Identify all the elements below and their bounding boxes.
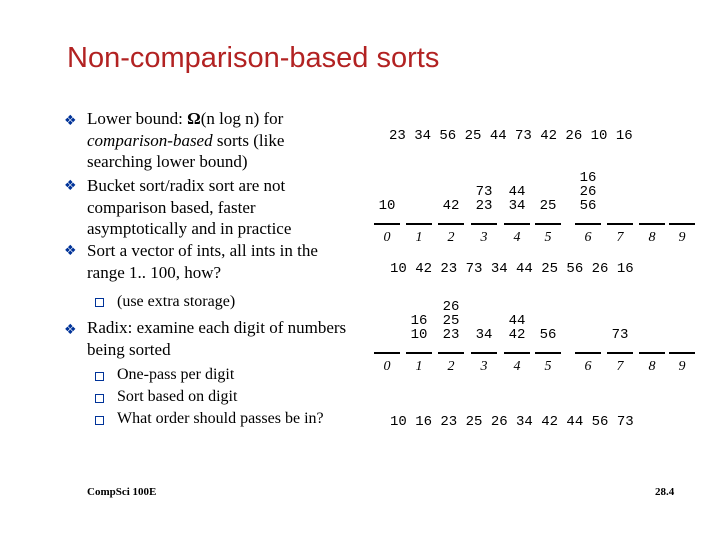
bullet-lower-bound	[87, 108, 352, 173]
bucket-value: 34	[508, 198, 526, 214]
bullet-radix: Radix: examine each digit of numbers being sorted	[87, 318, 347, 359]
radix-input-sequence: 23 34 56 25 44 73 42 26 10 16	[389, 128, 633, 144]
bucket-value: 23	[475, 198, 493, 214]
sub-bullet-sort-digit: Sort based on digit	[117, 388, 238, 405]
sub-bullet-square-icon	[95, 394, 104, 403]
sub-bullet-extra-storage: (use extra storage)	[117, 293, 236, 310]
sub-bullet-square-icon	[95, 416, 104, 425]
bucket-digit-label: 9	[678, 359, 686, 374]
bucket-line	[504, 352, 530, 354]
bucket-digit-label: 2	[447, 230, 455, 245]
bucket-digit-label: 1	[415, 359, 423, 374]
bucket-value: 44	[508, 313, 526, 329]
bucket-digit-label: 3	[480, 359, 488, 374]
bucket-line	[438, 223, 464, 225]
bucket-value: 25	[539, 198, 557, 214]
bucket-line	[374, 223, 400, 225]
bullet-lower-bound-text: (n log n) for	[200, 109, 284, 128]
sub-bullet-square-icon	[95, 298, 104, 307]
bucket-digit-label: 7	[616, 359, 624, 374]
bucket-line	[374, 352, 400, 354]
bucket-line	[471, 352, 497, 354]
bucket-line	[575, 223, 601, 225]
bullet-bucket-sort: Bucket sort/radix sort are not comparison based, faster asymptotically and in practice	[87, 176, 292, 238]
bucket-value: 26	[442, 299, 460, 315]
bucket-line	[471, 223, 497, 225]
bucket-line	[406, 223, 432, 225]
bucket-value: 10	[378, 198, 396, 214]
bucket-value: 73	[475, 184, 493, 200]
bucket-line	[575, 352, 601, 354]
bucket-line	[669, 223, 695, 225]
bucket-line	[406, 352, 432, 354]
radix-after-pass1: 10 42 23 73 34 44 25 56 26 16	[390, 261, 634, 277]
bucket-digit-label: 1	[415, 230, 423, 245]
bucket-digit-label: 4	[513, 230, 521, 245]
bucket-digit-label: 5	[544, 230, 552, 245]
bullet-marker-icon: ❖	[64, 243, 77, 259]
bullet-marker-icon: ❖	[64, 322, 77, 338]
bucket-value: 25	[442, 313, 460, 329]
bucket-digit-label: 0	[383, 359, 391, 374]
bucket-line	[535, 223, 561, 225]
bullet-italic-text: comparison-based	[87, 130, 213, 150]
bucket-digit-label: 5	[544, 359, 552, 374]
bucket-value: 26	[579, 184, 597, 200]
footer-course: CompSci 100E	[87, 486, 157, 498]
bullet-lower-bound-label: Lower bound:	[87, 109, 188, 128]
bucket-line	[607, 223, 633, 225]
omega-symbol: Ω	[187, 109, 201, 128]
bucket-line	[639, 352, 665, 354]
bucket-digit-label: 6	[584, 230, 592, 245]
bucket-value: 16	[579, 170, 597, 186]
bucket-value: 73	[611, 327, 629, 343]
bucket-value: 44	[508, 184, 526, 200]
bucket-digit-label: 6	[584, 359, 592, 374]
bucket-value: 10	[410, 327, 428, 343]
bucket-value: 16	[410, 313, 428, 329]
bucket-digit-label: 9	[678, 230, 686, 245]
bucket-digit-label: 4	[513, 359, 521, 374]
slide-title: Non-comparison-based sorts	[67, 42, 440, 74]
bucket-value: 34	[475, 327, 493, 343]
sub-bullet-one-pass: One-pass per digit	[117, 366, 235, 383]
bucket-line	[669, 352, 695, 354]
bucket-digit-label: 7	[616, 230, 624, 245]
bullet-lower-bound-rest: sorts (like searching lower bound)	[87, 130, 285, 171]
bucket-value: 42	[442, 198, 460, 214]
bucket-digit-label: 8	[648, 359, 656, 374]
bucket-line	[639, 223, 665, 225]
bullet-sort-vector: Sort a vector of ints, all ints in the range 1.. 100, how?	[87, 241, 318, 282]
bucket-digit-label: 8	[648, 230, 656, 245]
bucket-value: 23	[442, 327, 460, 343]
bucket-line	[504, 223, 530, 225]
sub-bullet-pass-order: What order should passes be in?	[117, 410, 324, 427]
bucket-digit-label: 3	[480, 230, 488, 245]
sub-bullet-square-icon	[95, 372, 104, 381]
radix-after-pass2: 10 16 23 25 26 34 42 44 56 73	[390, 414, 634, 430]
bucket-digit-label: 0	[383, 230, 391, 245]
bucket-line	[535, 352, 561, 354]
bucket-value: 42	[508, 327, 526, 343]
bucket-line	[607, 352, 633, 354]
bucket-value: 56	[539, 327, 557, 343]
bucket-value: 56	[579, 198, 597, 214]
bucket-digit-label: 2	[447, 359, 455, 374]
bullet-marker-icon: ❖	[64, 178, 77, 194]
footer-page-number: 28.4	[655, 486, 675, 498]
bullet-marker-icon: ❖	[64, 113, 77, 129]
bucket-line	[438, 352, 464, 354]
